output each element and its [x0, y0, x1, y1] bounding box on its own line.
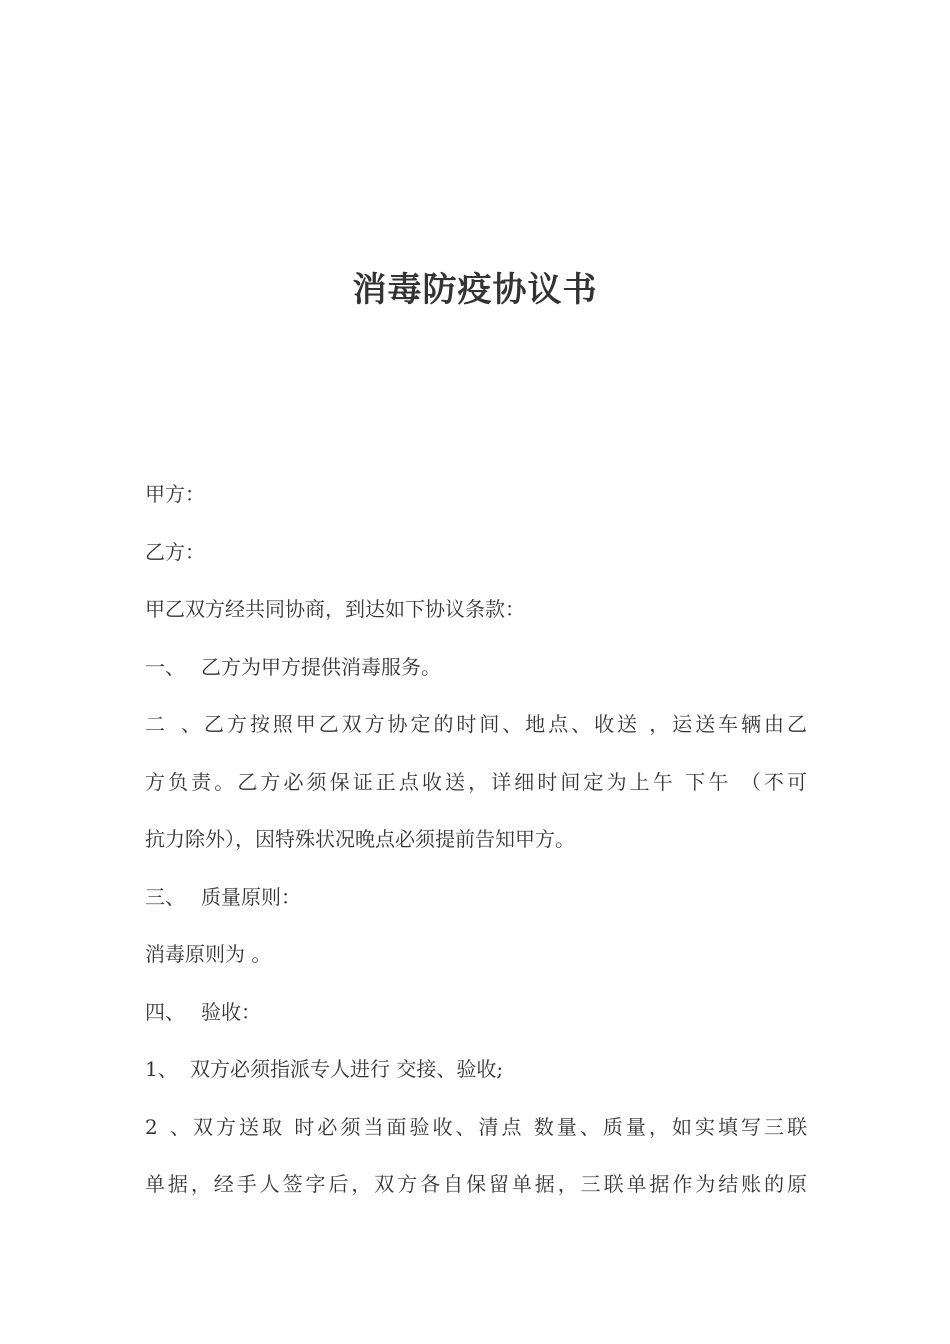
- clause-2-text-line-1: 乙方按照甲乙双方协定的时间、地点、收送 ，运送车辆由乙: [201, 712, 807, 736]
- clause-1: [145, 639, 807, 697]
- clause-4-number: 四、: [145, 999, 185, 1024]
- clause-1-number: 一、: [145, 654, 185, 679]
- item-1: [145, 1041, 807, 1099]
- clause-2-line-1: [145, 696, 807, 754]
- clause-1-text: 乙方为甲方提供消毒服务。: [201, 654, 441, 679]
- clause-2-line-3: 抗力除外），因特殊状况晚点必须提前告知甲方。: [145, 827, 575, 851]
- clause-2-number: 二、: [145, 712, 201, 736]
- clause-3-text: 质量原则：: [201, 884, 301, 909]
- party-a-line: 甲方：: [145, 482, 205, 506]
- item-2-number: 2、: [145, 1114, 190, 1139]
- clause-4: [145, 984, 807, 1042]
- clause-3-detail: 消毒原则为 。: [145, 942, 272, 966]
- clause-2-line-2: 方负责。乙方必须保证正点收送，详细时间定为上午 下午 （不可: [145, 769, 807, 794]
- clause-3: [145, 869, 807, 927]
- item-2-line-1: [145, 1099, 807, 1157]
- item-2-text-line-1: 双方送取 时必须当面验收、清点 数量、质量，如实填写三联: [190, 1114, 807, 1139]
- document-title: 消毒防疫协议书: [352, 270, 598, 310]
- clause-3-number: 三、: [145, 884, 185, 909]
- item-2-line-2: 单据，经手人签字后，双方各自保留单据，三联单据作为结账的原: [145, 1172, 807, 1196]
- party-b-line: 乙方：: [145, 539, 205, 564]
- item-1-text: 双方必须指派专人进行 交接、验收;: [190, 1057, 504, 1081]
- item-1-number: 1、: [145, 1057, 178, 1081]
- clause-4-text: 验收：: [201, 999, 261, 1024]
- intro-line: 甲乙双方经共同协商，到达如下协议条款：: [145, 597, 525, 621]
- document-body: [145, 466, 807, 1214]
